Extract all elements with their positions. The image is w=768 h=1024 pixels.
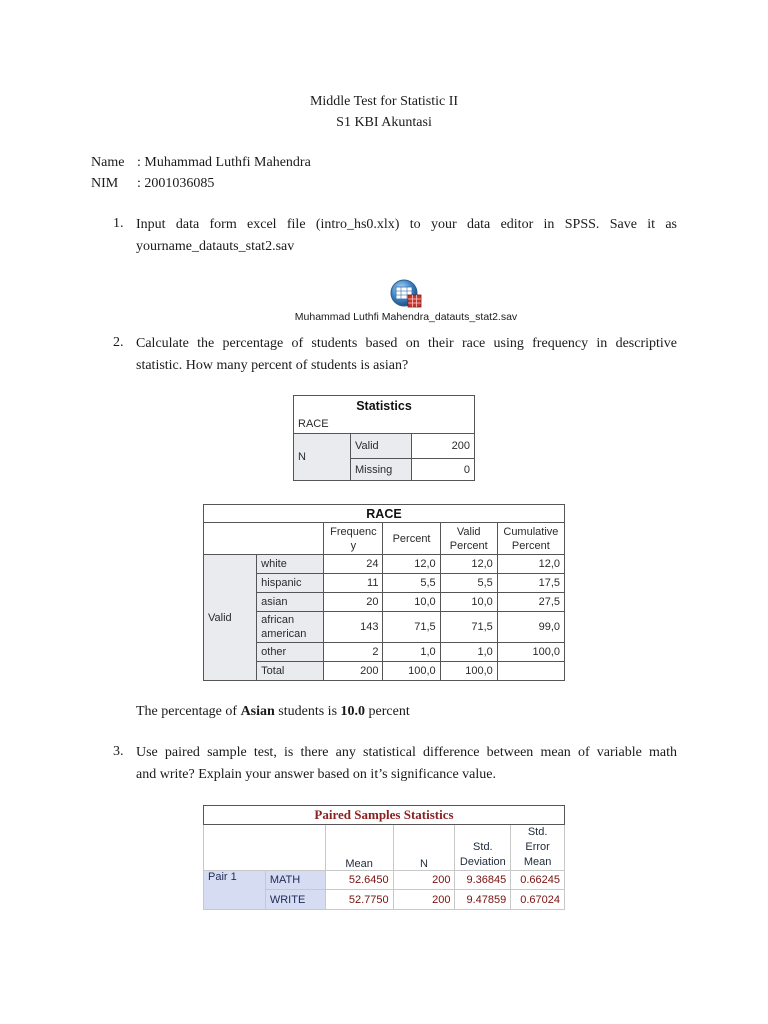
statistics-missing-label: Missing [351,459,412,481]
table-row [204,662,565,681]
cell-mean: 52.7750 [325,890,393,910]
question-1-line-1: Input data form excel file (intro_hs0.xlx) to your data editor in SPSS. Save it as [136,217,677,232]
cell-percent: 10,0 [383,593,440,612]
cell-percent: 71,5 [383,612,440,643]
statistics-n-label: N [294,434,351,481]
header-std-deviation: Std. Deviation [455,825,511,871]
nim-value: : 2001036085 [137,176,215,191]
row-label: asian [257,593,324,612]
question-3-text [136,742,677,786]
question-2-text [136,333,677,377]
cell-frequency: 143 [324,612,383,643]
question-3-number: 3. [113,744,124,759]
student-name-row [91,155,311,171]
cell-std-error-mean: 0.67024 [511,890,565,910]
cell-valid-percent: 12,0 [440,555,497,574]
answer-suffix: percent [365,704,410,719]
question-3-line-2: and write? Explain your answer based on it’s significance value. [136,767,496,782]
header-n: N [393,825,455,871]
document-title: Middle Test for Statistic II [309,94,459,109]
cell-cumulative-percent: 17,5 [497,574,564,593]
statistics-table [293,395,475,481]
cell-frequency: 2 [324,643,383,662]
paired-table-title: Paired Samples Statistics [204,806,565,825]
statistics-variable: RACE [294,416,475,434]
header-valid-percent: Valid Percent [440,523,497,555]
question-2-number: 2. [113,335,124,350]
header-percent: Percent [383,523,440,555]
row-label: Total [257,662,324,681]
cell-n: 200 [393,890,455,910]
header-std-error-mean: Std. Error Mean [511,825,565,871]
header-cumulative-percent: Cumulative Percent [497,523,564,555]
nim-label: NIM [91,176,119,191]
header-mean: Mean [325,825,393,871]
cell-valid-percent: 71,5 [440,612,497,643]
spss-data-file-icon[interactable] [389,279,423,309]
answer-middle: students is [274,704,341,719]
row-label: african american [257,612,324,643]
cell-std-deviation: 9.47859 [455,890,511,910]
cell-valid-percent: 10,0 [440,593,497,612]
table-row [204,643,565,662]
statistics-missing-value: 0 [412,459,475,481]
cell-valid-percent: 1,0 [440,643,497,662]
race-frequency-table [203,504,565,681]
cell-mean: 52.6450 [325,871,393,890]
paired-samples-table [203,805,565,910]
file-caption: Muhammad Luthfi Mahendra_datauts_stat2.sav [294,311,518,323]
cell-cumulative-percent: 12,0 [497,555,564,574]
document-subtitle: S1 KBI Akuntasi [336,115,432,130]
row-variable: WRITE [265,890,325,910]
statistics-valid-label: Valid [351,434,412,459]
cell-cumulative-percent: 99,0 [497,612,564,643]
question-2-line-2: statistic. How many percent of students is asian? [136,358,409,373]
statistics-title: Statistics [294,396,475,416]
table-row [204,593,565,612]
cell-cumulative-percent: 27,5 [497,593,564,612]
row-label: other [257,643,324,662]
name-value: : Muhammad Luthfi Mahendra [137,155,311,170]
row-variable: MATH [265,871,325,890]
cell-frequency: 11 [324,574,383,593]
question-1-number: 1. [113,216,124,231]
cell-frequency: 20 [324,593,383,612]
question-1-line-2: yourname_datauts_stat2.sav [136,239,295,254]
table-row [204,555,565,574]
question-1-text [136,214,677,258]
student-nim-row [91,176,214,192]
question-2-line-1: Calculate the percentage of students based on their race using frequency in descriptive [136,336,677,351]
answer-prefix: The percentage of [136,704,241,719]
cell-std-error-mean: 0.66245 [511,871,565,890]
answer-value: 10.0 [340,704,366,719]
answer-text [136,704,410,720]
cell-cumulative-percent: 100,0 [497,643,564,662]
question-3-line-1: Use paired sample test, is there any statistical difference between mean of variable math [136,745,677,760]
cell-percent: 12,0 [383,555,440,574]
header-frequency: Frequenc y [324,523,383,555]
cell-valid-percent: 100,0 [440,662,497,681]
cell-std-deviation: 9.36845 [455,871,511,890]
pair-label: Pair 1 [204,871,266,910]
table-row [204,871,565,890]
table-row [204,574,565,593]
name-label: Name [91,155,125,170]
race-table-title: RACE [204,505,565,523]
statistics-valid-value: 200 [412,434,475,459]
row-label: hispanic [257,574,324,593]
cell-cumulative-percent [497,662,564,681]
cell-percent: 1,0 [383,643,440,662]
cell-frequency: 24 [324,555,383,574]
cell-frequency: 200 [324,662,383,681]
answer-race: Asian [240,704,275,719]
cell-percent: 100,0 [383,662,440,681]
cell-n: 200 [393,871,455,890]
race-group-label: Valid [204,555,257,681]
cell-valid-percent: 5,5 [440,574,497,593]
row-label: white [257,555,324,574]
table-row [204,612,565,643]
cell-percent: 5,5 [383,574,440,593]
